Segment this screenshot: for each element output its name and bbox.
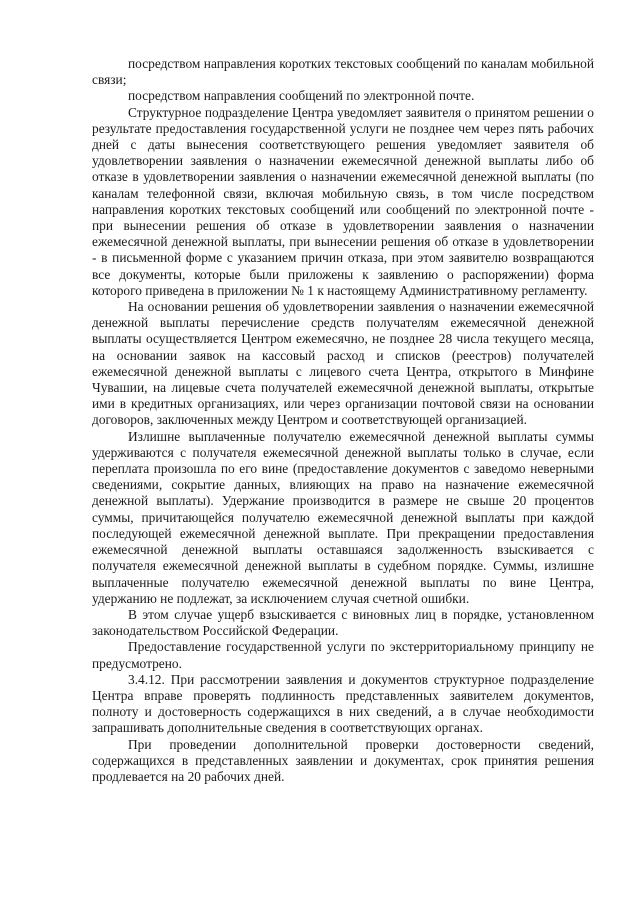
document-page: [92, 56, 594, 785]
paragraph-extraterritorial: Предоставление государственной услуги по экстерриториальному принципу не предусмотрено.: [92, 639, 594, 671]
paragraph-notification: Структурное подразделение Центра уведомляет заявителя о принятом решении о результате предоставления государственной услуги не позднее чем через пять рабочих дней с даты вынесения соответствующего решения уведомляет заявителя об удовлетворении заявления о назначении ежемесячной денежной выплаты либо об отказе в удовлетворении заявления о назначении ежемесячной денежной выплаты (по каналам телефонной связи, включая мобильную связь, в том числе посредством направления коротких текстовых сообщений или сообщений по электронной почте - при вынесении решения об отказе в удовлетворении заявления о назначении ежемесячной денежной выплаты, при вынесении решения об отказе в удовлетворении - в письменной форме с указанием причин отказа, при этом заявителю возвращаются все документы, которые были приложены к заявлению о распоряжении) форма которого приведена в приложении № 1 к настоящему Административному регламенту.: [92, 104, 594, 298]
paragraph-additional-check: При проведении дополнительной проверки достоверности сведений, содержащихся в представленных заявлении и документах, срок принятия решения продлевается на 20 рабочих дней.: [92, 736, 594, 784]
paragraph-sms-channels: посредством направления коротких текстовых сообщений по каналам мобильной связи;: [92, 56, 594, 88]
paragraph-payment-transfer: На основании решения об удовлетворении заявления о назначении ежемесячной денежной выплаты перечисление средств получателям ежемесячной денежной выплаты осуществляется Центром ежемесячно, не позднее 28 числа текущего месяца, на основании заявок на кассовый расход и списков (реестров) получателей ежемесячной денежной выплаты с лицевого счета Центра, открытого в Минфине Чувашии, на лицевые счета получателей ежемесячной денежной выплаты, открытые ими в кредитных организациях, или через организации почтовой связи на основании договоров, заключенных между Центром и соответствующей организацией.: [92, 299, 594, 428]
paragraph-email: посредством направления сообщений по электронной почте.: [128, 88, 475, 104]
paragraph-damage-recovery: В этом случае ущерб взыскивается с виновных лиц в порядке, установленном законодательством Российской Федерации.: [92, 606, 594, 639]
paragraph-section-3-4-12: 3.4.12. При рассмотрении заявления и документов структурное подразделение Центра вправе проверять подлинность представленных заявителем документов, полноту и достоверность содержащихся в них сведений, а в случае необходимости запрашивать дополнительные сведения в соответствующих органах.: [92, 671, 594, 736]
paragraph-overpayment: Излишне выплаченные получателю ежемесячной денежной выплаты суммы удерживаются с получателя ежемесячной денежной выплаты только в случае, если переплата произошла по его вине (предоставление документов с заведомо неверными сведениями, сокрытие данных, влияющих на право на назначение ежемесячной денежной выплаты). Удержание производится в размере не свыше 20 процентов суммы, причитающейся получателю ежемесячной денежной выплаты при каждой последующей ежемесячной денежной выплате. При прекращении предоставления ежемесячной денежной выплаты оставшаяся задолженность взыскивается с получателя ежемесячной денежной выплаты в судебном порядке. Суммы, излишне выплаченные получателю ежемесячной денежной выплаты по вине Центра, удержанию не подлежат, за исключением случая счетной ошибки.: [92, 428, 594, 606]
